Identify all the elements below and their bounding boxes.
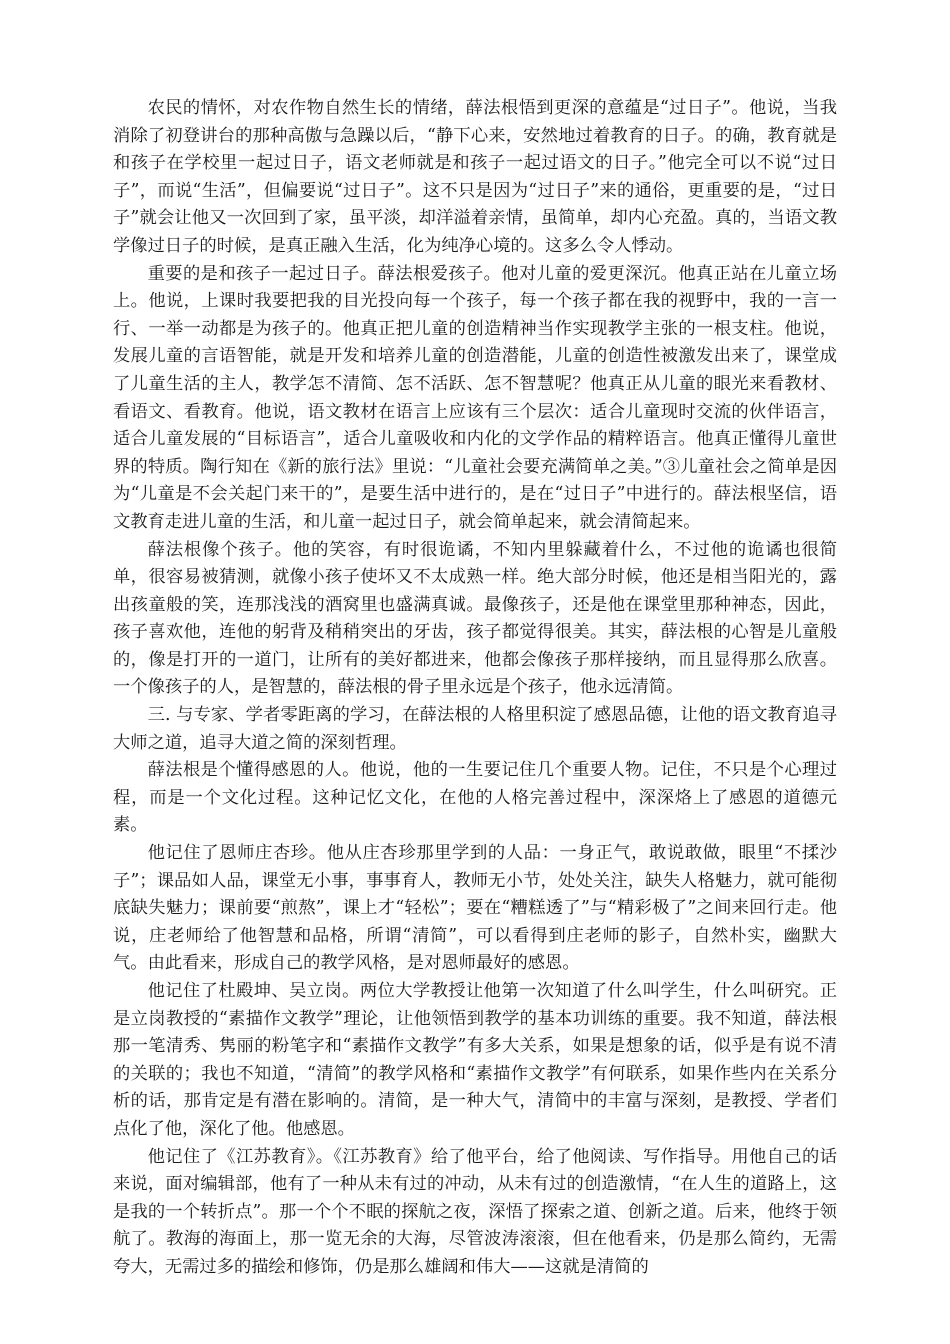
section-heading-paragraph: 三. 与专家、学者零距离的学习，在薛法根的人格里积淀了感恩品德，让他的语文教育追寻大师之道，追寻大道之简的深刻哲理。 (113, 705, 837, 753)
paragraph: 薛法根像个孩子。他的笑容，有时很诡谲，不知内里躲藏着什么，不过他的诡谲也很简单，很容易被猜测，就像小孩子使坏又不太成熟一样。绝大部分时候，他还是相当阳光的，露出孩童般的笑，连那浅浅的酒窝里也盛满真诚。最像孩子，还是他在课堂里那种神态，因此，孩子喜欢他，连他的躬背及稍稍突出的牙齿，孩子都觉得很美。其实，薛法根的心智是儿童般的，像是打开的一道门，让所有的美好都进来，他都会像孩子那样接纳，而且显得那么欣喜。一个像孩子的人，是智慧的，薛法根的骨子里永远是个孩子，他永远清简。 (113, 539, 837, 698)
document-body (113, 95, 837, 1282)
paragraph: 重要的是和孩子一起过日子。薛法根爱孩子。他对儿童的爱更深沉。他真正站在儿童立场上。他说，上课时我要把我的目光投向每一个孩子，每一个孩子都在我的视野中，我的一言一行、一举一动都是为孩子的。他真正把儿童的创造精神当作实现教学主张的一根支柱。他说，发展儿童的言语智能，就是开发和培养儿童的创造潜能，儿童的创造性被激发出来了，课堂成了儿童生活的主人，教学怎不清简、怎不活跃、怎不智慧呢？他真正从儿童的眼光来看教材、看语文、看教育。他说，语文教材在语言上应该有三个层次：适合儿童现时交流的伙伴语言，适合儿童发展的“目标语言”，适合儿童吸收和内化的文学作品的精粹语言。他真正懂得儿童世界的特质。陶行知在《新的旅行法》里说：“儿童社会要充满简单之美。”③儿童社会之简单是因为“儿童是不会关起门来干的”，是要生活中进行的，是在“过日子”中进行的。薛法根坚信，语文教育走进儿童的生活，和儿童一起过日子，就会简单起来，就会清简起来。 (113, 263, 837, 532)
paragraph: 他记住了杜殿坤、吴立岗。两位大学教授让他第一次知道了什么叫学生，什么叫研究。正是立岗教授的“素描作文教学”理论，让他领悟到教学的基本功训练的重要。我不知道，薛法根那一笔清秀、隽丽的粉笔字和“素描作文教学”有多大关系，如果是想象的话，似乎是有说不清的关联的；我也不知道，“清简”的教学风格和“素描作文教学”有何联系，如果作些内在关系分析的话，那肯定是有潜在影响的。清简，是一种大气，清简中的丰富与深刻，是教授、学者们点化了他，深化了他。他感恩。 (113, 981, 837, 1139)
paragraph: 他记住了恩师庄杏珍。他从庄杏珍那里学到的人品：一身正气，敢说敢做，眼里“不揉沙子”；课品如人品，课堂无小事，事事育人，教师无小节，处处关注，缺失人格魅力，就可能彻底缺失魅力；课前要“煎熬”，课上才“轻松”；要在“糟糕透了”与“精彩极了”之间来回行走。他说，庄老师给了他智慧和品格，所谓“清简”，可以看得到庄老师的影子，自然朴实，幽默大气。由此看来，形成自己的教学风格，是对恩师最好的感恩。 (113, 843, 837, 974)
paragraph: 农民的情怀，对农作物自然生长的情绪，薛法根悟到更深的意蕴是“过日子”。他说，当我消除了初登讲台的那种高傲与急躁以后，“静下心来，安然地过着教育的日子。的确，教育就是和孩子在学校里一起过日子，语文老师就是和孩子一起过语文的日子。”他完全可以不说“过日子”，而说“生活”，但偏要说“过日子”。这不只是因为“过日子”来的通俗，更重要的是，“过日子”就会让他又一次回到了家，虽平淡，却洋溢着亲情，虽简单，却内心充盈。真的，当语文教学像过日子的时候，是真正融入生活，化为纯净心境的。这多么令人悸动。 (113, 98, 837, 256)
paragraph: 薛法根是个懂得感恩的人。他说，他的一生要记住几个重要人物。记住，不只是个心理过程，而是一个文化过程。这种记忆文化，在他的人格完善过程中，深深烙上了感恩的道德元素。 (113, 760, 837, 836)
paragraph: 他记住了《江苏教育》。《江苏教育》给了他平台，给了他阅读、写作指导。用他自己的话来说，面对编辑部，他有了一种从未有过的冲动，从未有过的创造激情，“在人生的道路上，这是我的一个转折点”。那一个个不眠的探航之夜，深悟了探索之道、创新之道。后来，他终于领航了。教海的海面上，那一览无余的大海，尽管波涛滚滚，但在他看来，仍是那么简约，无需夸大，无需过多的描绘和修饰，仍是那么雄阔和伟大——这就是清简的 (113, 1146, 837, 1277)
